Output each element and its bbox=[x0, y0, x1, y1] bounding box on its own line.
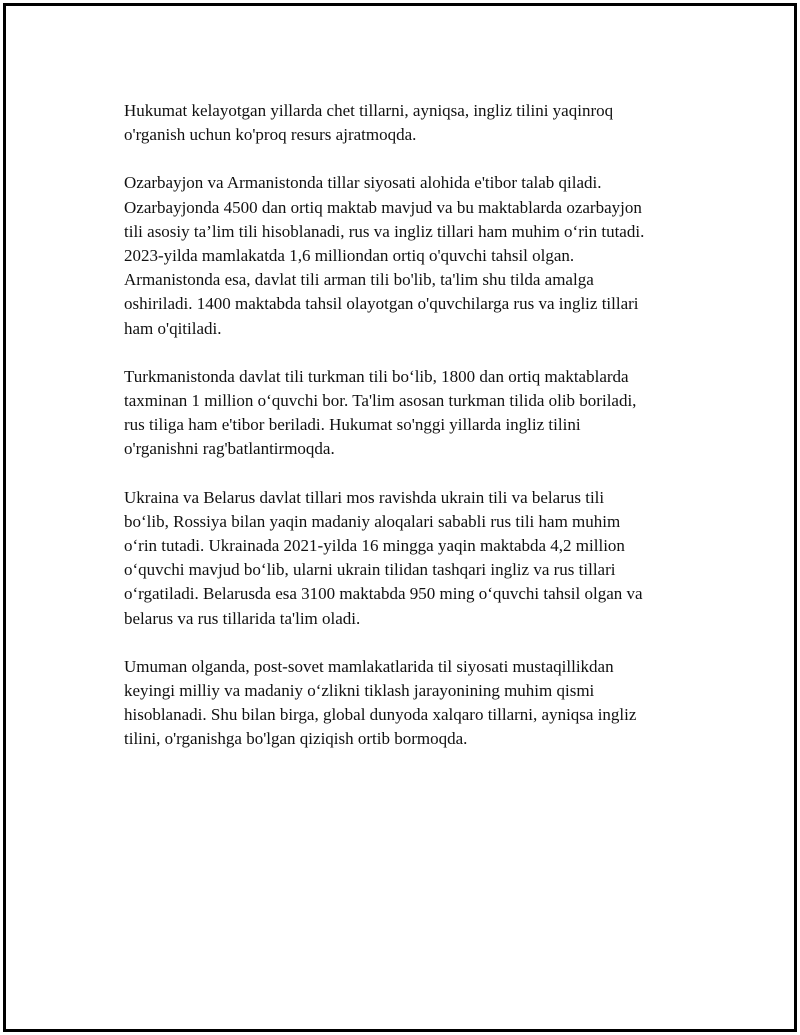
paragraph-5 bbox=[124, 655, 694, 752]
paragraph-3 bbox=[124, 365, 694, 462]
page-frame bbox=[3, 3, 797, 1032]
text-line: taxminan 1 million o‘quvchi bor. Ta'lim asosan turkman tilida olib boriladi, bbox=[124, 391, 637, 411]
text-line: o‘rgatiladi. Belarusda esa 3100 maktabda 950 ming o‘quvchi tahsil olgan va bbox=[124, 584, 643, 604]
paragraph-2 bbox=[124, 171, 694, 340]
paragraph-4 bbox=[124, 486, 694, 631]
text-line: Ukraina va Belarus davlat tillari mos ravishda ukrain tili va belarus tili bbox=[124, 487, 605, 507]
text-line: Turkmanistonda davlat tili turkman tili bo‘lib, 1800 dan ortiq maktablarda bbox=[124, 366, 629, 386]
text-line: bo‘lib, Rossiya bilan yaqin madaniy aloqalari sababli rus tili ham muhim bbox=[124, 511, 621, 531]
text-line: Ozarbayjonda 4500 dan ortiq maktab mavjud va bu maktablarda ozarbayjon bbox=[124, 197, 642, 217]
text-line: Umuman olganda, post-sovet mamlakatlarida til siyosati mustaqillikdan bbox=[124, 656, 614, 676]
text-line: 2023-yilda mamlakatda 1,6 milliondan ortiq o'quvchi tahsil olgan. bbox=[124, 246, 575, 266]
text-line: rus tiliga ham e'tibor beriladi. Hukumat so'nggi yillarda ingliz tilini bbox=[124, 415, 581, 435]
text-line: Ozarbayjon va Armanistonda tillar siyosati alohida e'tibor talab qiladi. bbox=[124, 173, 602, 193]
text-line: Hukumat kelayotgan yillarda chet tillarni, ayniqsa, ingliz tilini yaqinroq bbox=[124, 101, 614, 120]
document-body bbox=[124, 99, 694, 776]
text-line: hisoblanadi. Shu bilan birga, global dunyoda xalqaro tillarni, ayniqsa ingliz bbox=[124, 705, 637, 725]
text-line: oshiriladi. 1400 maktabda tahsil olayotgan o'quvchilarga rus va ingliz tillari bbox=[124, 294, 639, 314]
text-line: o‘rin tutadi. Ukrainada 2021-yilda 16 mingga yaqin maktabda 4,2 million bbox=[124, 536, 625, 556]
text-line: tilini, o'rganishga bo'lgan qiziqish ortib bormoqda. bbox=[124, 729, 468, 749]
text-line: Armanistonda esa, davlat tili arman tili bo'lib, ta'lim shu tilda amalga bbox=[124, 270, 594, 290]
text-line: keyingi milliy va madaniy o‘zlikni tiklash jarayonining muhim qismi bbox=[124, 681, 595, 701]
text-line: o'rganishni rag'batlantirmoqda. bbox=[124, 439, 335, 459]
text-line: o‘quvchi mavjud bo‘lib, ularni ukrain tilidan tashqari ingliz va rus tillari bbox=[124, 560, 616, 580]
text-line: tili asosiy ta’lim tili hisoblanadi, rus va ingliz tillari ham muhim o‘rin tutadi. bbox=[124, 221, 645, 241]
paragraph-1 bbox=[124, 99, 694, 147]
text-line: o'rganish uchun ko'proq resurs ajratmoqda. bbox=[124, 125, 417, 145]
text-line: ham o'qitiladi. bbox=[124, 318, 222, 338]
text-line: belarus va rus tillarida ta'lim oladi. bbox=[124, 608, 361, 628]
